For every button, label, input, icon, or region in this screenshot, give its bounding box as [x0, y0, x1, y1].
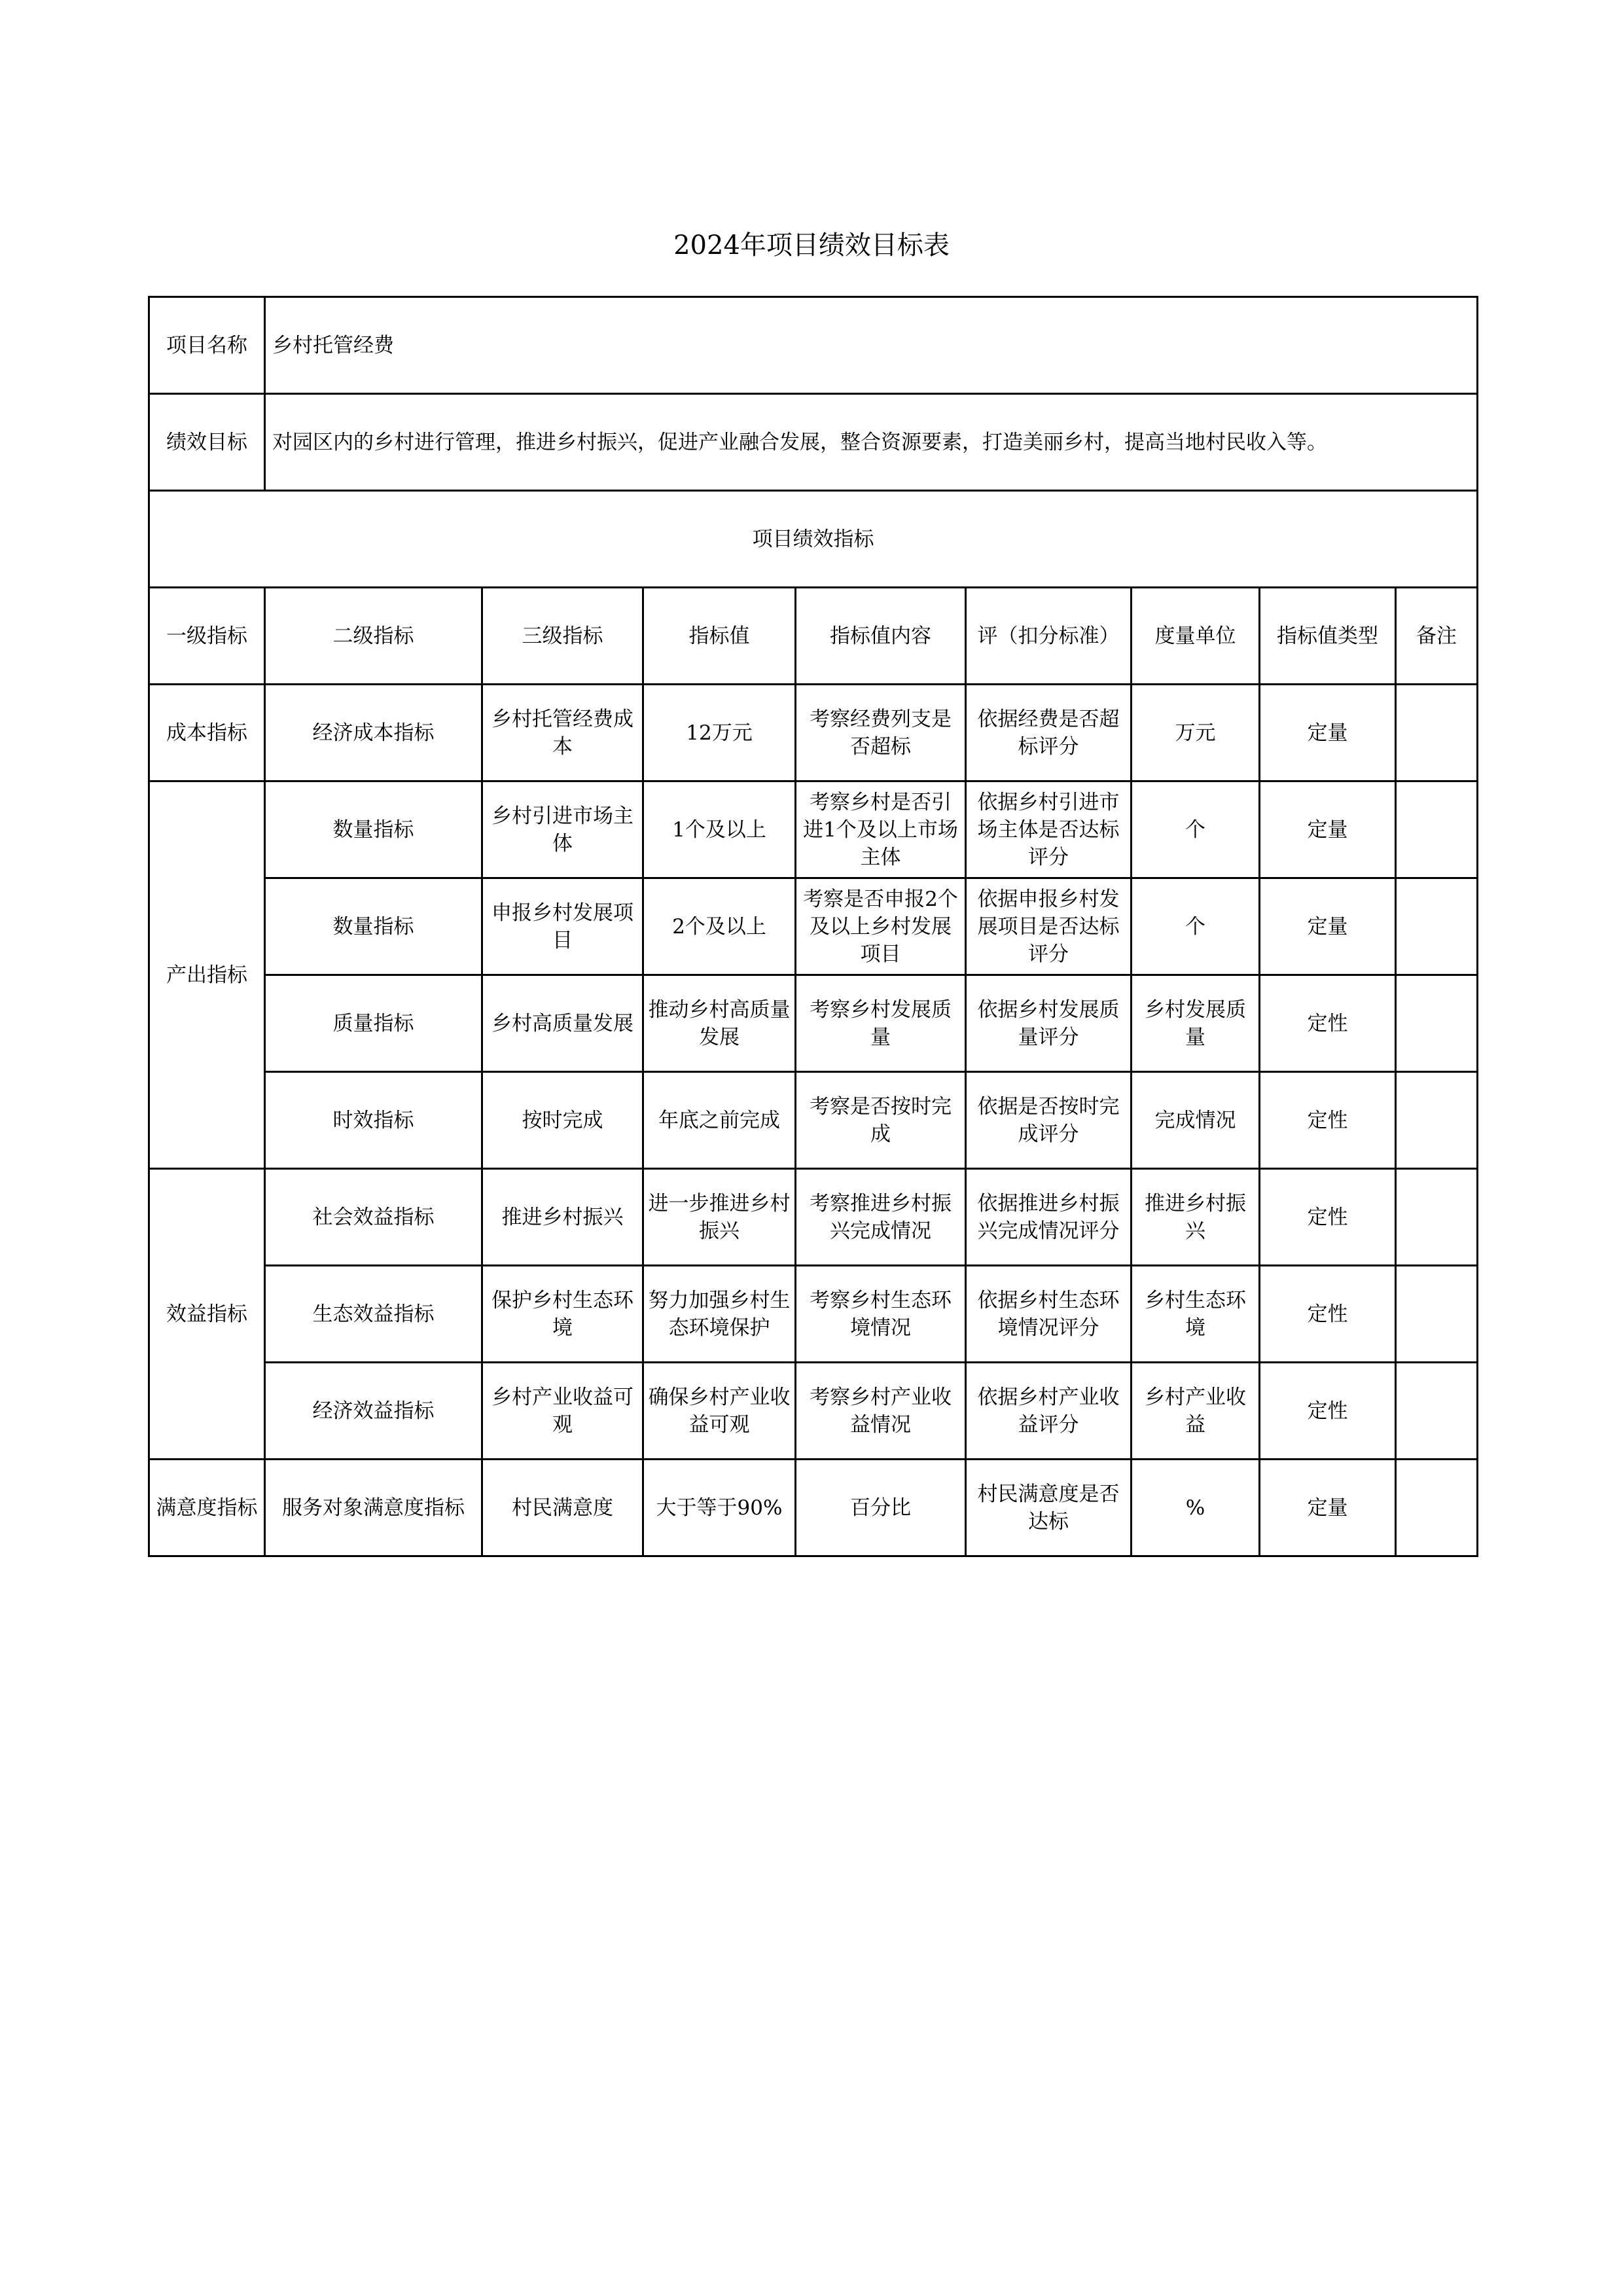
cell-type: 定性: [1260, 1266, 1396, 1363]
header-scoring: 评（扣分标准）: [966, 588, 1132, 685]
cell-value: 努力加强乡村生态环境保护: [643, 1266, 796, 1363]
group-benefit: 效益指标: [149, 1169, 265, 1460]
cell-unit: 个: [1132, 878, 1260, 975]
performance-goal-label: 绩效目标: [149, 394, 265, 491]
cell-note: [1396, 781, 1478, 878]
cell-level2: 质量指标: [265, 975, 482, 1072]
section-title: 项目绩效指标: [149, 491, 1478, 588]
cell-scoring: 依据乡村引进市场主体是否达标评分: [966, 781, 1132, 878]
cell-level2: 时效指标: [265, 1072, 482, 1169]
cell-scoring: 依据经费是否超标评分: [966, 685, 1132, 781]
table-row: [149, 1072, 1478, 1169]
project-name-row: [149, 297, 1478, 394]
cell-level3: 按时完成: [482, 1072, 643, 1169]
header-level1: 一级指标: [149, 588, 265, 685]
cell-unit: 完成情况: [1132, 1072, 1260, 1169]
table-row: [149, 878, 1478, 975]
cell-unit: 乡村生态环境: [1132, 1266, 1260, 1363]
cell-type: 定性: [1260, 975, 1396, 1072]
cell-type: 定性: [1260, 1363, 1396, 1460]
cell-level3: 乡村引进市场主体: [482, 781, 643, 878]
cell-unit: %: [1132, 1460, 1260, 1556]
performance-goal-row: [149, 394, 1478, 491]
cell-content: 考察是否申报2个及以上乡村发展项目: [796, 878, 966, 975]
cell-level2: 社会效益指标: [265, 1169, 482, 1266]
cell-level2: 数量指标: [265, 878, 482, 975]
cell-content: 考察乡村生态环境情况: [796, 1266, 966, 1363]
group-cost: 成本指标: [149, 685, 265, 781]
project-name-label: 项目名称: [149, 297, 265, 394]
table-row: [149, 781, 1478, 878]
cell-content: 百分比: [796, 1460, 966, 1556]
cell-value: 12万元: [643, 685, 796, 781]
group-output: 产出指标: [149, 781, 265, 1169]
cell-note: [1396, 685, 1478, 781]
table-row: [149, 685, 1478, 781]
cell-note: [1396, 1072, 1478, 1169]
cell-level3: 乡村托管经费成本: [482, 685, 643, 781]
cell-level3: 乡村高质量发展: [482, 975, 643, 1072]
project-name-value: 乡村托管经费: [265, 297, 1478, 394]
cell-unit: 万元: [1132, 685, 1260, 781]
header-unit: 度量单位: [1132, 588, 1260, 685]
cell-content: 考察是否按时完成: [796, 1072, 966, 1169]
cell-scoring: 依据申报乡村发展项目是否达标评分: [966, 878, 1132, 975]
header-row: [149, 588, 1478, 685]
header-note: 备注: [1396, 588, 1478, 685]
cell-unit: 推进乡村振兴: [1132, 1169, 1260, 1266]
cell-level2: 经济成本指标: [265, 685, 482, 781]
cell-unit: 个: [1132, 781, 1260, 878]
header-type: 指标值类型: [1260, 588, 1396, 685]
cell-unit: 乡村产业收益: [1132, 1363, 1260, 1460]
cell-content: 考察乡村是否引进1个及以上市场主体: [796, 781, 966, 878]
cell-level3: 乡村产业收益可观: [482, 1363, 643, 1460]
table-row: [149, 1169, 1478, 1266]
cell-level2: 生态效益指标: [265, 1266, 482, 1363]
cell-type: 定量: [1260, 878, 1396, 975]
cell-scoring: 依据乡村生态环境情况评分: [966, 1266, 1132, 1363]
cell-note: [1396, 1169, 1478, 1266]
header-level2: 二级指标: [265, 588, 482, 685]
cell-level2: 服务对象满意度指标: [265, 1460, 482, 1556]
performance-goal-value: 对园区内的乡村进行管理，推进乡村振兴，促进产业融合发展，整合资源要素，打造美丽乡村，提高当地村民收入等。: [265, 394, 1478, 491]
cell-value: 年底之前完成: [643, 1072, 796, 1169]
cell-unit: 乡村发展质量: [1132, 975, 1260, 1072]
table-row: [149, 975, 1478, 1072]
cell-level3: 推进乡村振兴: [482, 1169, 643, 1266]
cell-scoring: 依据乡村发展质量评分: [966, 975, 1132, 1072]
header-value: 指标值: [643, 588, 796, 685]
cell-content: 考察经费列支是否超标: [796, 685, 966, 781]
cell-scoring: 依据推进乡村振兴完成情况评分: [966, 1169, 1132, 1266]
cell-note: [1396, 975, 1478, 1072]
header-content: 指标值内容: [796, 588, 966, 685]
table-row: [149, 1460, 1478, 1556]
cell-content: 考察乡村产业收益情况: [796, 1363, 966, 1460]
cell-content: 考察推进乡村振兴完成情况: [796, 1169, 966, 1266]
cell-note: [1396, 1266, 1478, 1363]
cell-content: 考察乡村发展质量: [796, 975, 966, 1072]
document-title: 2024年项目绩效目标表: [673, 230, 950, 260]
cell-level3: 保护乡村生态环境: [482, 1266, 643, 1363]
group-satisfaction: 满意度指标: [149, 1460, 265, 1556]
cell-scoring: 依据乡村产业收益评分: [966, 1363, 1132, 1460]
cell-note: [1396, 1363, 1478, 1460]
cell-value: 进一步推进乡村振兴: [643, 1169, 796, 1266]
cell-type: 定量: [1260, 781, 1396, 878]
table-row: [149, 1363, 1478, 1460]
cell-level3: 村民满意度: [482, 1460, 643, 1556]
cell-note: [1396, 1460, 1478, 1556]
cell-scoring: 依据是否按时完成评分: [966, 1072, 1132, 1169]
cell-level3: 申报乡村发展项目: [482, 878, 643, 975]
cell-value: 推动乡村高质量发展: [643, 975, 796, 1072]
cell-type: 定性: [1260, 1072, 1396, 1169]
header-level3: 三级指标: [482, 588, 643, 685]
cell-level2: 经济效益指标: [265, 1363, 482, 1460]
cell-value: 大于等于90%: [643, 1460, 796, 1556]
cell-type: 定量: [1260, 1460, 1396, 1556]
cell-type: 定性: [1260, 1169, 1396, 1266]
cell-type: 定量: [1260, 685, 1396, 781]
cell-level2: 数量指标: [265, 781, 482, 878]
cell-value: 1个及以上: [643, 781, 796, 878]
table-row: [149, 1266, 1478, 1363]
cell-scoring: 村民满意度是否达标: [966, 1460, 1132, 1556]
cell-value: 确保乡村产业收益可观: [643, 1363, 796, 1460]
performance-table: [148, 296, 1478, 1557]
cell-note: [1396, 878, 1478, 975]
cell-value: 2个及以上: [643, 878, 796, 975]
section-title-row: [149, 491, 1478, 588]
